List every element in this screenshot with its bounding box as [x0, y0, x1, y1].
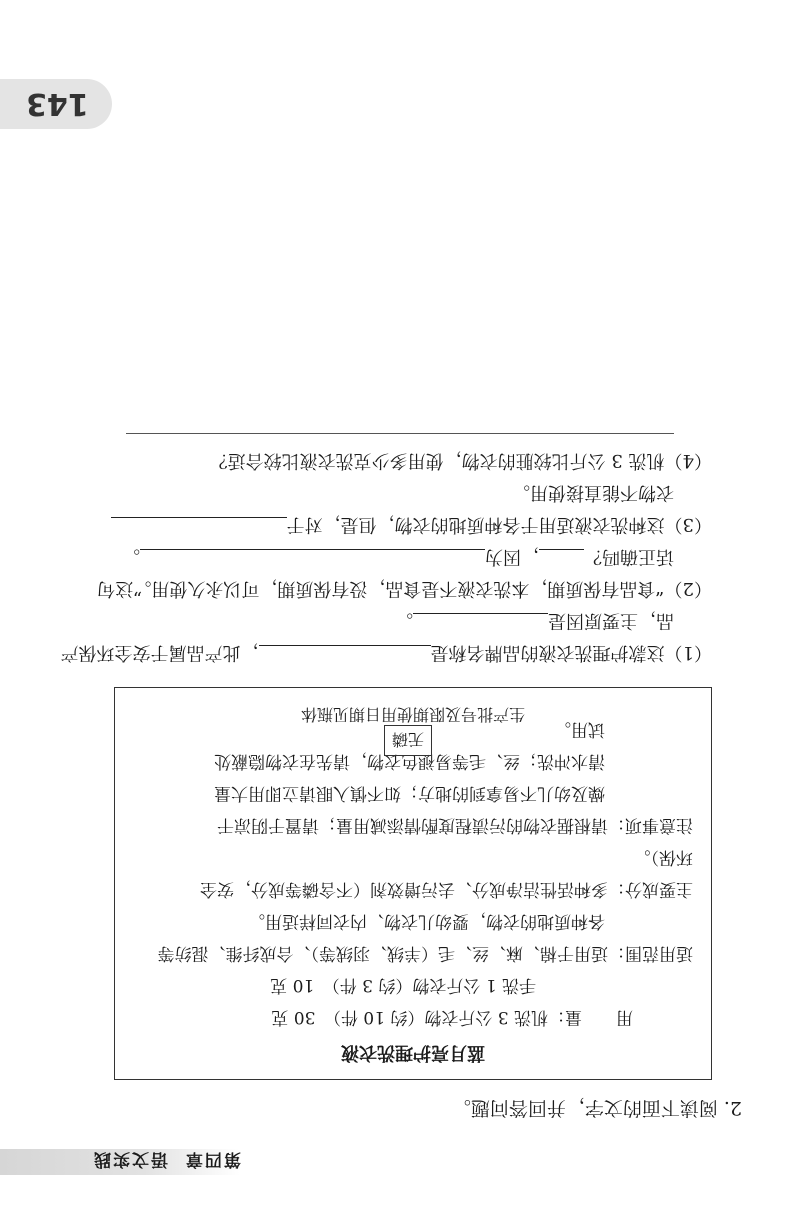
- q2-text-d: 。: [122, 546, 140, 567]
- q3-line-2: 衣物不能直接使用。: [512, 482, 674, 503]
- usage-line-1: 用 量：机洗 3 公斤衣物（约 10 件） 30 克: [271, 1007, 633, 1027]
- q1-answer-blank-1[interactable]: [259, 645, 431, 664]
- scope-line-1: 适用范围：适用于棉、麻、丝、毛（羊绒、羽绒等）、合成纤维、混纺等: [157, 943, 693, 963]
- q2-text-c: ，因为: [485, 546, 539, 567]
- section-label: 语文实践: [92, 1149, 168, 1169]
- cautions-line-2: 燥及幼儿不易拿到的地方；如不慎入眼请立即用大量: [214, 783, 605, 803]
- q2-line-2: [122, 545, 674, 571]
- scope-line-2: 各种质地的衣物，婴幼儿衣物、内衣同样适用。: [248, 911, 605, 931]
- notice-footer: 生产批号及限期使用日期见瓶体: [301, 705, 526, 724]
- q2-answer-blank-2[interactable]: [140, 549, 485, 568]
- q1-text-a: （1）这款护理洗衣液的品牌名称是: [430, 642, 712, 663]
- cautions-line-1: 注意事项：请根据衣物的污渍程度酌情添减用量；请置于阴凉干: [217, 815, 693, 835]
- running-header: [92, 1149, 241, 1174]
- q1-text-c: 品，主要原因是: [548, 610, 674, 631]
- q3-line-1: [111, 513, 712, 539]
- q4-answer-line[interactable]: [126, 433, 674, 434]
- phosphate-free-badge: 无磷: [384, 725, 432, 756]
- notice-title: 蓝月亮护理洗衣液: [341, 1042, 485, 1063]
- q3-text-a: （3）这种洗衣液适用于各种质地的衣物，但是，对于: [286, 514, 712, 535]
- q1-answer-blank-2[interactable]: [413, 613, 548, 632]
- q1-line-2: [395, 609, 674, 635]
- q2-text-b: 话正确吗？: [584, 546, 674, 567]
- cautions-line-3: 清水冲洗；丝、毛等易褪色衣物，请先在衣物隐蔽处: [214, 751, 605, 771]
- q1-line-1: [61, 641, 712, 667]
- page-number: 143: [26, 86, 89, 121]
- q3-answer-blank[interactable]: [111, 517, 287, 536]
- ingredients-line-2: 环保）。: [633, 847, 693, 867]
- ingredients-line-1: 主要成分：多种活性洁净成分、去污增效剂（不含磷等成分，安全: [200, 879, 693, 899]
- usage-line-2: 手洗 1 公斤衣物（约 3 件） 10 克: [270, 975, 536, 995]
- q2-answer-blank-1[interactable]: [539, 549, 584, 568]
- q1-text-b: ，此产品属于安全环保产: [60, 642, 259, 663]
- q2-line-1: （2）“食品有保质期，本洗衣液不是食品，没有保质期，可以永久使用。”这句: [97, 578, 712, 599]
- q4-line: （4）机洗 3 公斤比较脏的衣物，使用多少克洗衣液比较合适？: [209, 450, 712, 471]
- chapter-label: 第四章: [183, 1149, 241, 1169]
- product-notice: [114, 687, 712, 1080]
- question-title: 2. 阅读下面的文字，并回答问题。: [451, 1097, 742, 1119]
- cautions-line-4: 试用。: [554, 719, 605, 739]
- q1-text-d: 。: [395, 610, 413, 631]
